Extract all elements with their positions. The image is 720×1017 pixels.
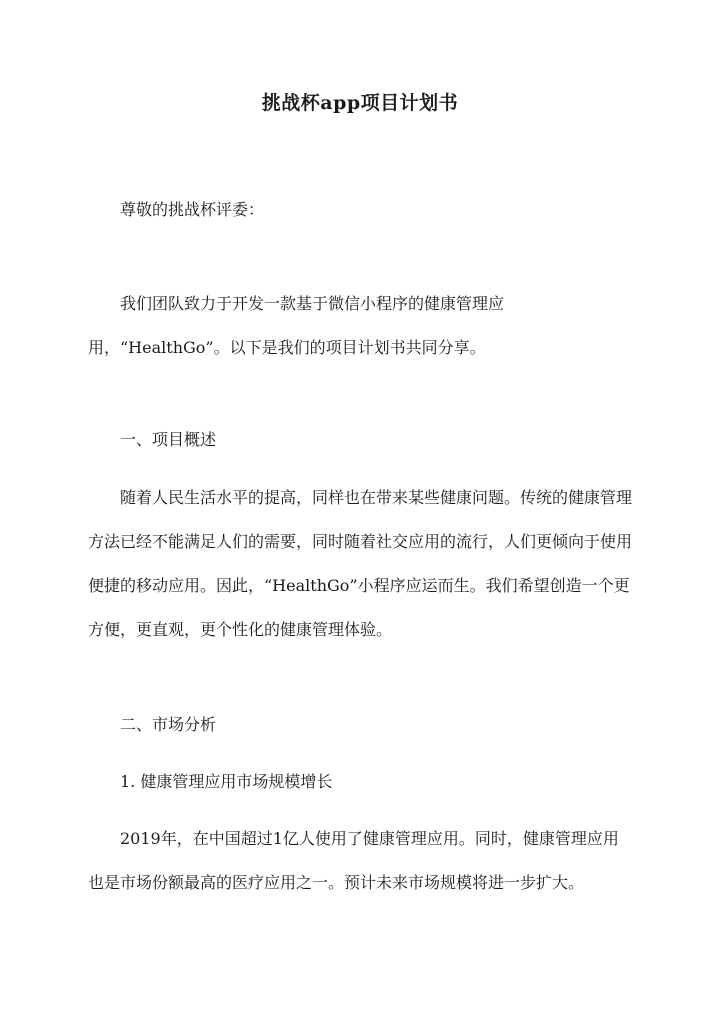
document-title: 挑战杯app项目计划书 xyxy=(261,92,459,114)
section-heading-overview: 一、项目概述 xyxy=(120,430,217,449)
overview-paragraph: 随着人民生活水平的提高，同样也在带来某些健康问题。传统的健康管理方法已经不能满足人们的需要，同时随着社交应用的流行，人们更倾向于使用便捷的移动应用。因此，“HealthGo”小程序应运而生。我们希望创造一个更方便，更直观，更个性化的健康管理体验。 xyxy=(88,488,633,639)
intro-paragraph: 我们团队致力于开发一款基于微信小程序的健康管理应用，“HealthGo”。以下是我们的项目计划书共同分享。 xyxy=(88,294,505,357)
section-heading-market: 二、市场分析 xyxy=(120,715,217,734)
market-growth-paragraph: 2019年，在中国超过1亿人使用了健康管理应用。同时，健康管理应用也是市场份额最高的医疗应用之一。预计未来市场规模将进一步扩大。 xyxy=(88,829,619,892)
subheading-market-growth: 1. 健康管理应用市场规模增长 xyxy=(120,772,333,791)
salutation: 尊敬的挑战杯评委： xyxy=(120,200,265,219)
